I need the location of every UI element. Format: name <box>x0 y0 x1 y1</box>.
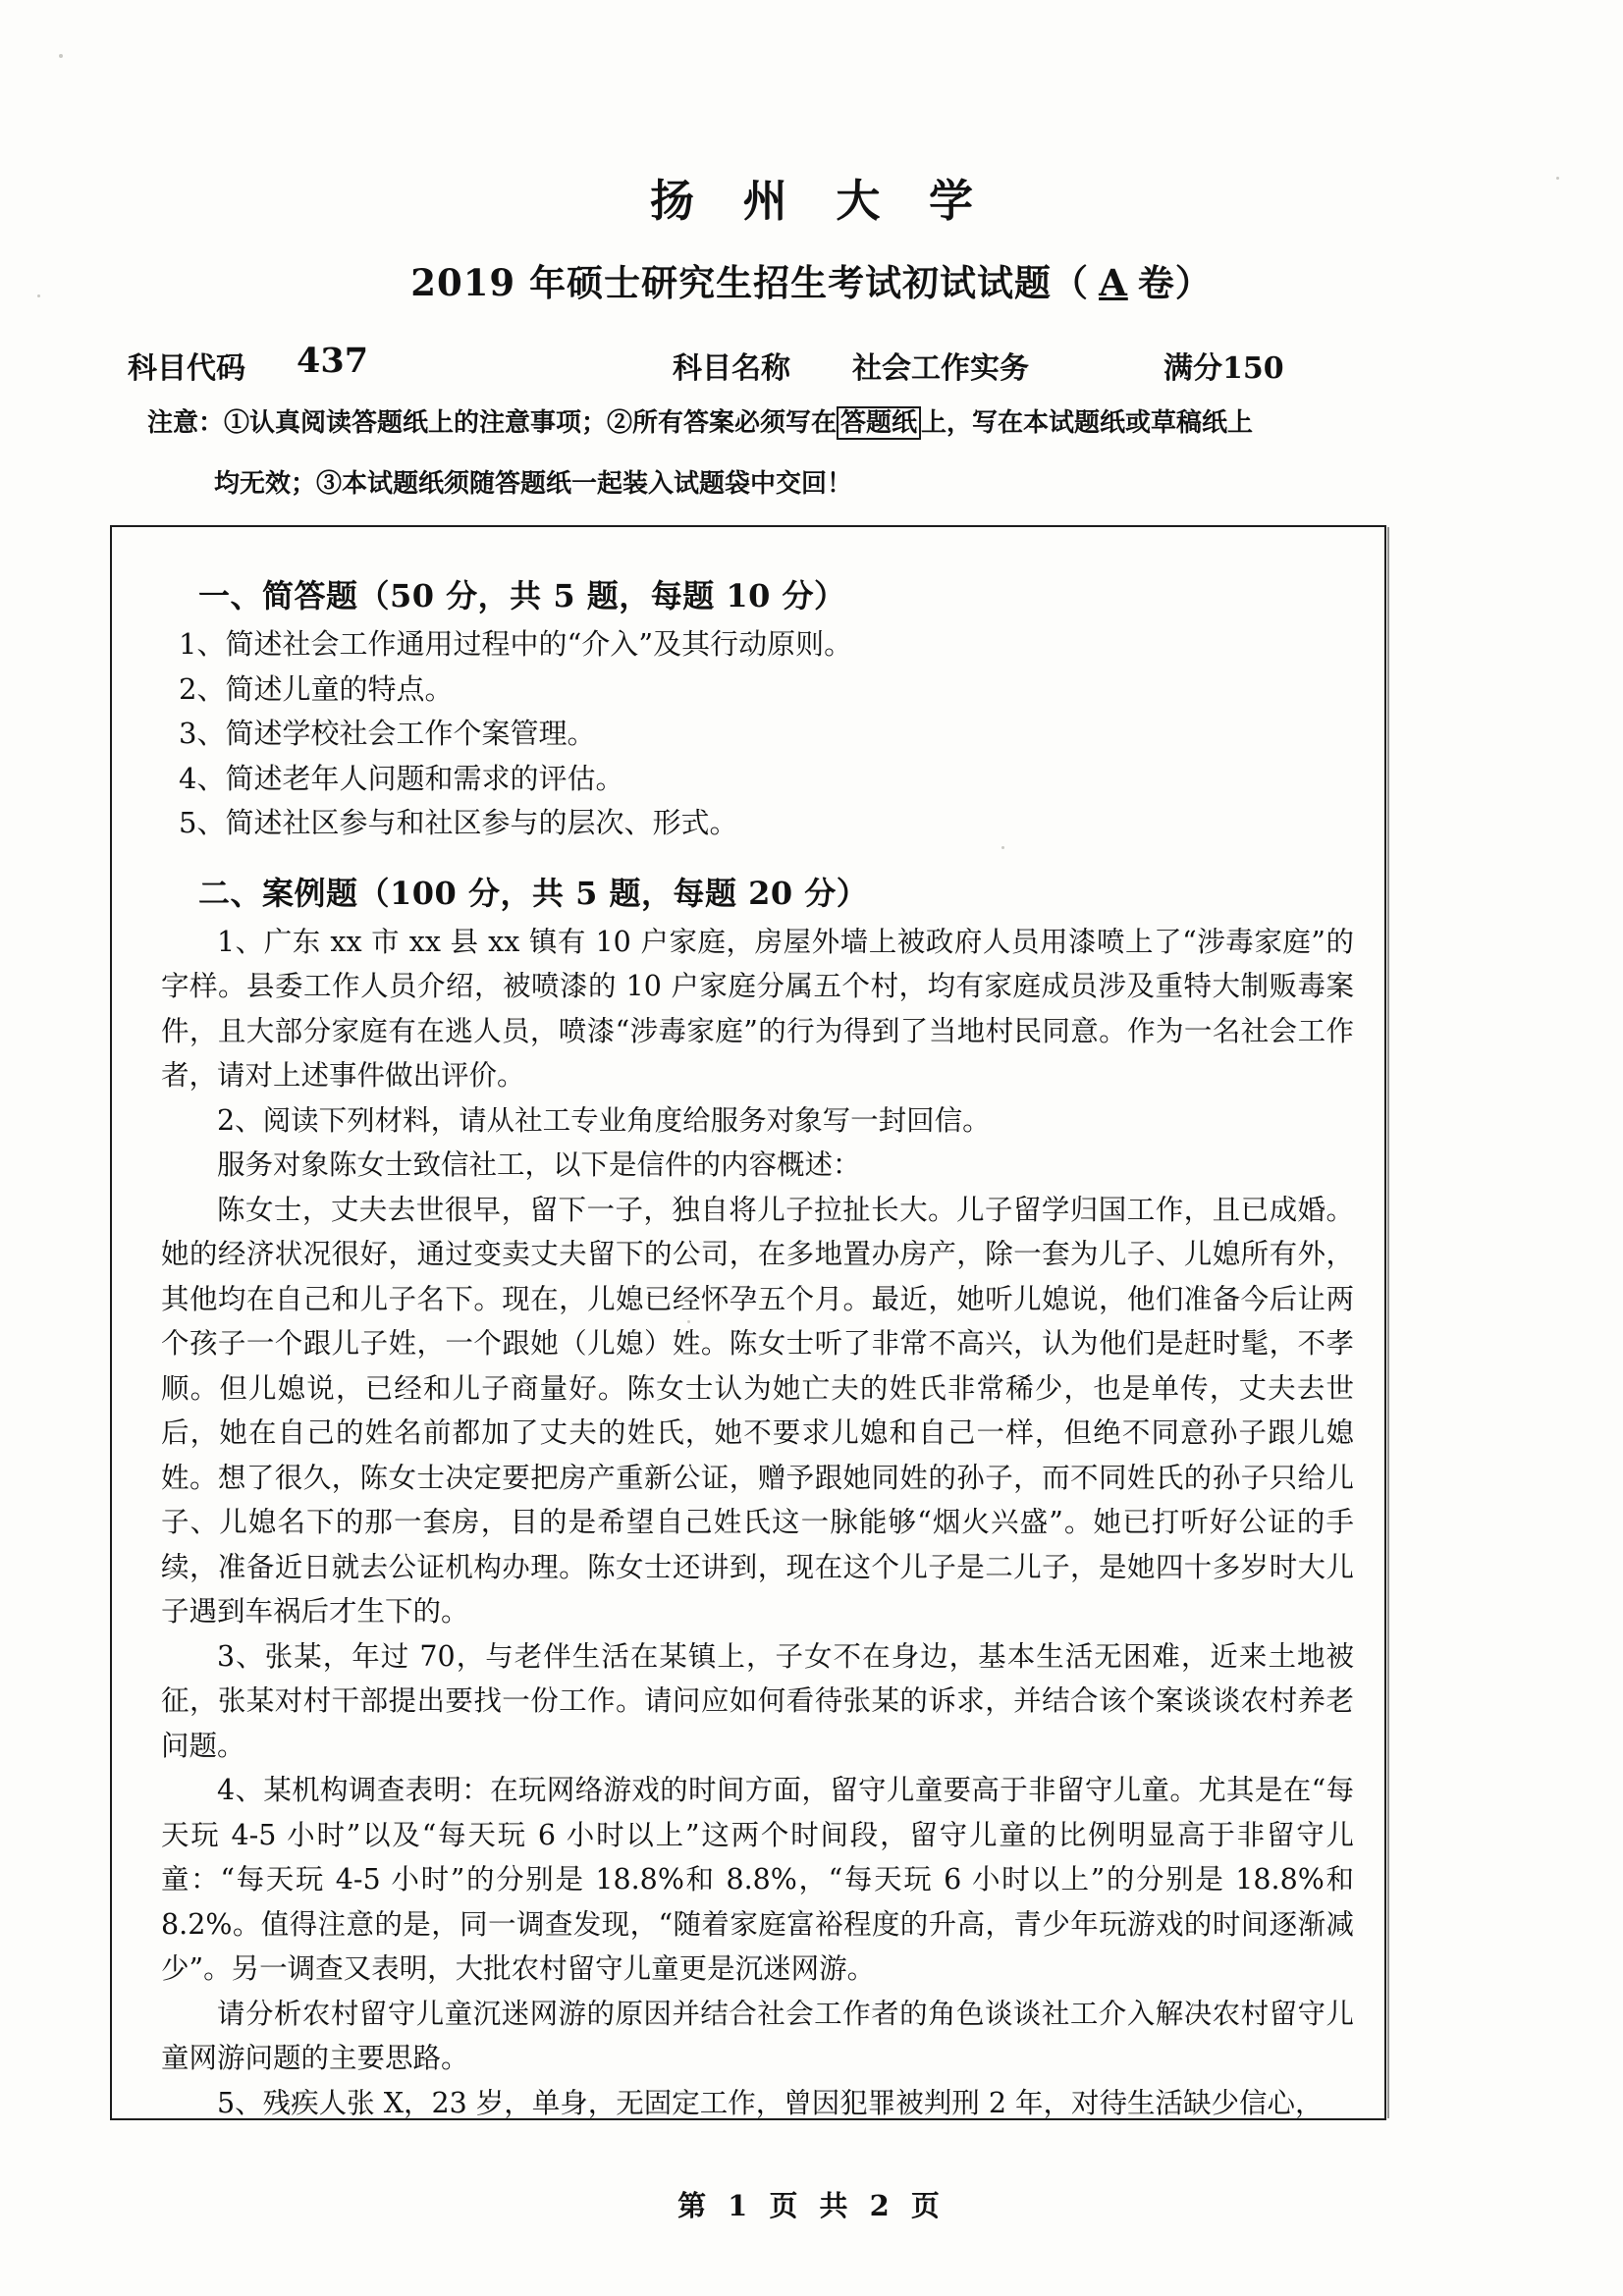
case-2-letter-body: 陈女士，丈夫去世很早，留下一子，独自将儿子拉扯长大。儿子留学归国工作，且已成婚。她的经济状况很好，通过变卖丈夫留下的公司，在多地置办房产，除一套为儿子、儿媳所有外，其他均在自己和儿子名下。现在，儿媳已经怀孕五个月。最近，她听儿媳说，他们准备今后让两个孩子一个跟儿子姓，一个跟她（儿媳）姓。陈女士听了非常不高兴，认为他们是赶时髦，不孝顺。但儿媳说，已经和儿子商量好。陈女士认为她亡夫的姓氏非常稀少，也是单传，丈夫去世后，她在自己的姓名前都加了丈夫的姓氏，她不要求儿媳和自己一样，但绝不同意孙子跟儿媳姓。想了很久，陈女士决定要把房产重新公证，赠予跟她同姓的孙子，而不同姓氏的孙子只给儿子、儿媳名下的那一套房，目的是希望自己姓氏这一脉能够“烟火兴盛”。她已打听好公证的手续，准备近日就去公证机构办理。陈女士还讲到，现在这个儿子是二儿子，是她四十多岁时大儿子遇到车祸后才生下的。 <box>161 1193 1354 1628</box>
notice-line-1-part-b: 上，写在本试题纸或草稿纸上 <box>921 408 1254 438</box>
subject-name-value: 社会工作实务 <box>852 351 1029 386</box>
case-question-list <box>161 920 1354 2126</box>
exam-body-border <box>110 525 1386 2120</box>
list-item: 4、简述老年人问题和需求的评估。 <box>179 761 624 795</box>
paper-code-blank: A <box>1099 261 1128 304</box>
list-item: 3、简述学校社会工作个案管理。 <box>179 717 596 750</box>
list-item: 5、简述社区参与和社区参与的层次、形式。 <box>179 806 738 839</box>
exam-title-suffix: 卷） <box>1137 261 1213 304</box>
exam-title <box>0 253 1623 306</box>
full-marks-value: 满分150 <box>1163 351 1284 386</box>
answer-sheet-boxed-term: 答题纸 <box>837 406 921 440</box>
section-heading-2: 二、案例题（100 分，共 5 题，每题 20 分） <box>198 874 869 912</box>
case-question-4: 4、某机构调查表明：在玩网络游戏的时间方面，留守儿童要高于非留守儿童。尤其是在“每天玩 4-5 小时”以及“每天玩 6 小时以上”这两个时间段，留守儿童的比例明显高于非留守儿童：“每天玩 4-5 小时”的分别是 18.8%和 8.8%，“每天玩 6 小时以上”的分别是 18.8%和 8.2%。值得注意的是，同一调查发现，“随着家庭富裕程度的升高，青少年玩游戏的时间逐渐减少”。另一调查又表明，大批农村留守儿童更是沉迷网游。 <box>161 1774 1354 1985</box>
subject-code-value: 437 <box>297 341 369 381</box>
case-question-4-prompt: 请分析农村留守儿童沉迷网游的原因并结合社会工作者的角色谈谈社工介入解决农村留守儿童网游问题的主要思路。 <box>161 1997 1354 2074</box>
list-item: 2、简述儿童的特点。 <box>179 671 454 706</box>
notice-line-2: 均无效；③本试题纸须随答题纸一起装入试题袋中交回！ <box>214 469 853 499</box>
exam-body-inner <box>161 574 1354 2125</box>
scan-speck <box>59 54 63 58</box>
case-question-2: 2、阅读下列材料，请从社工专业角度给服务对象写一封回信。 <box>217 1103 991 1137</box>
notice-line-1 <box>147 410 1253 436</box>
university-title: 扬 州 大 学 <box>650 175 990 227</box>
page-footer: 第 1 页 共 2 页 <box>677 2189 946 2222</box>
exam-title-prefix: 2019 年硕士研究生招生考试初试试题（ <box>410 261 1090 304</box>
subject-code-label: 科目代码 <box>128 351 245 386</box>
list-item: 1、简述社会工作通用过程中的“介入”及其行动原则。 <box>179 627 853 661</box>
subject-name-label: 科目名称 <box>673 351 790 386</box>
case-question-5: 5、残疾人张 X，23 岁，单身，无固定工作，曾因犯罪被判刑 2 年，对待生活缺少信心， <box>217 2086 1324 2119</box>
short-answer-question-list <box>179 622 1354 846</box>
case-question-1: 1、广东 xx 市 xx 县 xx 镇有 10 户家庭，房屋外墙上被政府人员用漆喷上了“涉毒家庭”的字样。县委工作人员介绍，被喷漆的 10 户家庭分属五个村，均有家庭成员涉及重特大制贩毒案件，且大部分家庭有在逃人员，喷漆“涉毒家庭”的行为得到了当地村民同意。作为一名社会工作者，请对上述事件做出评价。 <box>161 925 1354 1092</box>
case-question-3: 3、张某，年过 70，与老伴生活在某镇上，子女不在身边，基本生活无困难，近来土地被征，张某对村干部提出要找一份工作。请问应如何看待张某的诉求，并结合该个案谈谈农村养老问题。 <box>161 1639 1354 1762</box>
case-2-letter-intro: 服务对象陈女士致信社工，以下是信件的内容概述： <box>217 1148 861 1181</box>
section-heading-1: 一、简答题（50 分，共 5 题，每题 10 分） <box>198 577 846 614</box>
notice-line-1-part-a: 注意：①认真阅读答题纸上的注意事项；②所有答案必须写在 <box>147 408 838 438</box>
